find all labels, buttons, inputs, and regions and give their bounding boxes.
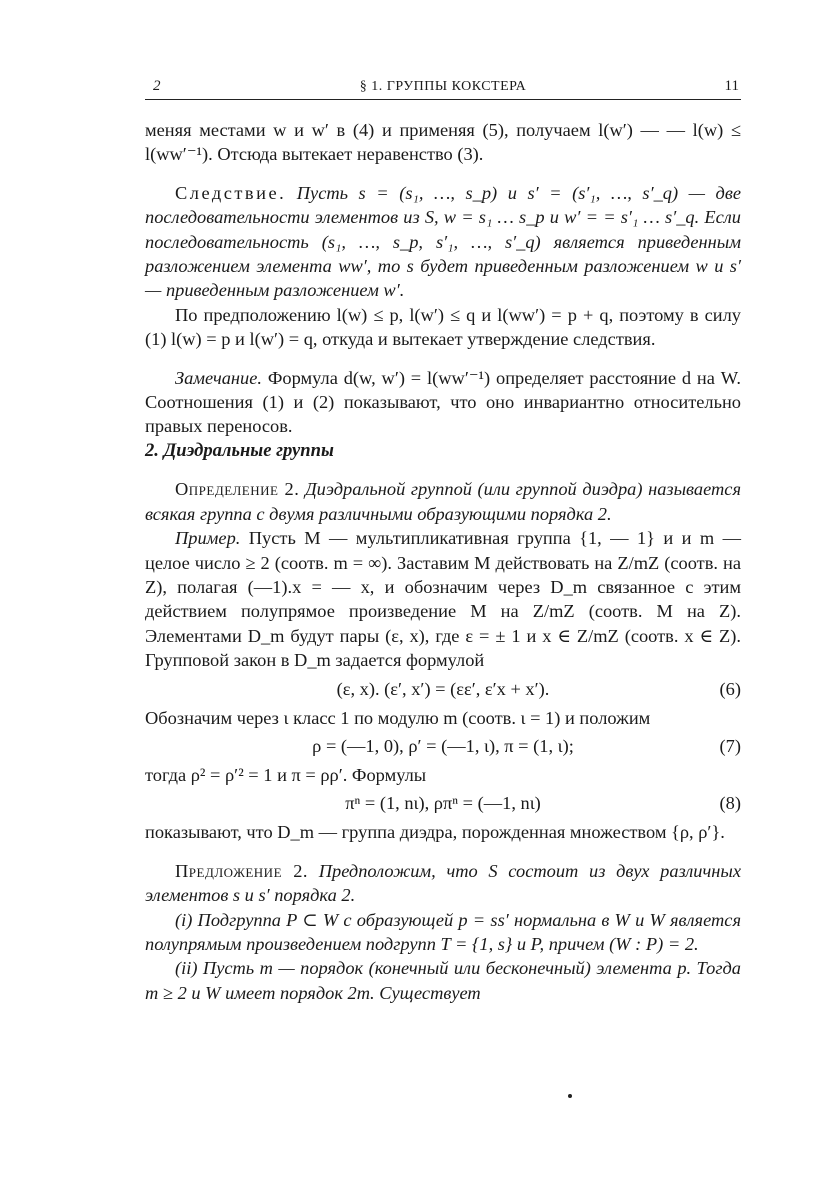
proposition-text: Предположим, что S состоит из двух различных элементов s и s′ порядка 2.	[145, 860, 741, 906]
corollary-text: Пусть s = (s₁, …, s_p) и s′ = (s′₁, …, s′_q) — две последовательности элементов из S, w = s₁ … s_p и w′ = = s′₁ … s′_q. Если последовательность (s₁, …, s_p, s′₁, …, s′_q) является приведенным разложением элемента ww′, то s будет приведенным разложением w и s′ — приведенным разложением w′.	[145, 182, 741, 301]
section-title: 2. Диэдральные группы	[145, 439, 334, 461]
paragraph-show: показывают, что D_m — группа диэдра, порожденная множеством {ρ, ρ′}.	[145, 822, 725, 843]
equation-7	[145, 734, 741, 761]
definition-text: Диэдральной группой (или группой диэдра) называется всякая группа с двумя различными образующими порядка 2.	[145, 479, 742, 524]
paragraph-iota: Обозначим через ι класс 1 по модулю m (соотв. ι = 1) и положим	[145, 707, 651, 728]
example-label: Пример.	[175, 528, 241, 549]
proposition-item-ii	[145, 956, 741, 1005]
header-rule	[145, 99, 741, 100]
proposition-label: Предложение 2.	[175, 860, 309, 881]
definition-label: Определение 2.	[175, 479, 300, 500]
proposition-item-i-text: (i) Подгруппа P ⊂ W с образующей p = ss′ нормальна в W и W является полупрямым произведением подгрупп T = {1, s} и P, причем (W : P) = 2.	[145, 909, 741, 954]
proposition-item-i	[145, 908, 741, 957]
paragraph-then: тогда ρ² = ρ′² = 1 и π = ρρ′. Формулы	[145, 764, 427, 785]
equation-6	[145, 677, 741, 704]
example-text: Пусть M — мультипликативная группа {1, — 1} и и m — целое число ≥ 2 (соотв. m = ∞). Заставим M действовать на Z/mZ (соотв. на Z), полагая (—1).x = — x, и обозначим через D_m связанное с этим действием полупрямое произведение M на Z/mZ (соотв. M на Z). Элементами D_m будут пары (ε, x), где ε = ± 1 и x ∈ Z/mZ (соотв. x ∈ Z). Групповой закон в D_m задается формулой	[145, 528, 741, 671]
remark	[145, 366, 741, 439]
corollary-label: Следствие.	[175, 182, 287, 203]
equation-8	[145, 791, 741, 818]
equation-7-number: (7)	[719, 735, 741, 756]
equation-8-number: (8)	[719, 793, 741, 814]
print-speck	[568, 1094, 572, 1098]
definition	[145, 477, 741, 526]
paragraph-continuation: меняя местами w и w′ в (4) и применяя (5), получаем l(w′) — — l(w) ≤ l(ww′⁻¹). Отсюда вытекает неравенство (3).	[145, 120, 741, 165]
example	[145, 526, 741, 672]
equation-7-formula: ρ = (—1, 0), ρ′ = (—1, ι), π = (1, ι);	[312, 735, 574, 756]
equation-8-formula: πⁿ = (1, nι), ρπⁿ = (—1, nι)	[345, 793, 541, 814]
corollary	[145, 181, 741, 303]
proposition-item-ii-text: (ii) Пусть m — порядок (конечный или бесконечный) элемента p. Тогда m ≥ 2 и W имеет порядок 2m. Существует	[145, 958, 741, 1003]
header-title: § 1. ГРУППЫ КОКСТЕРА	[359, 79, 527, 94]
header-left-number: 2	[153, 78, 161, 94]
remark-text: Формула d(w, w′) = l(ww′⁻¹) определяет расстояние d на W. Соотношения (1) и (2) показывают, что оно инвариантно относительно правых переносов.	[145, 367, 741, 437]
proposition	[145, 859, 741, 908]
remark-label: Замечание.	[175, 367, 263, 388]
running-header	[145, 78, 741, 98]
equation-6-formula: (ε, x). (ε′, x′) = (εε′, ε′x + x′).	[336, 678, 550, 699]
equation-6-number: (6)	[719, 678, 741, 699]
page-body	[145, 118, 741, 1005]
corollary-proof: По предположению l(w) ≤ p, l(w′) ≤ q и l(ww′) = p + q, поэтому в силу (1) l(w) = p и l(w′) = q, откуда и вытекает утверждение следствия.	[145, 304, 741, 350]
page-number: 11	[724, 78, 739, 94]
